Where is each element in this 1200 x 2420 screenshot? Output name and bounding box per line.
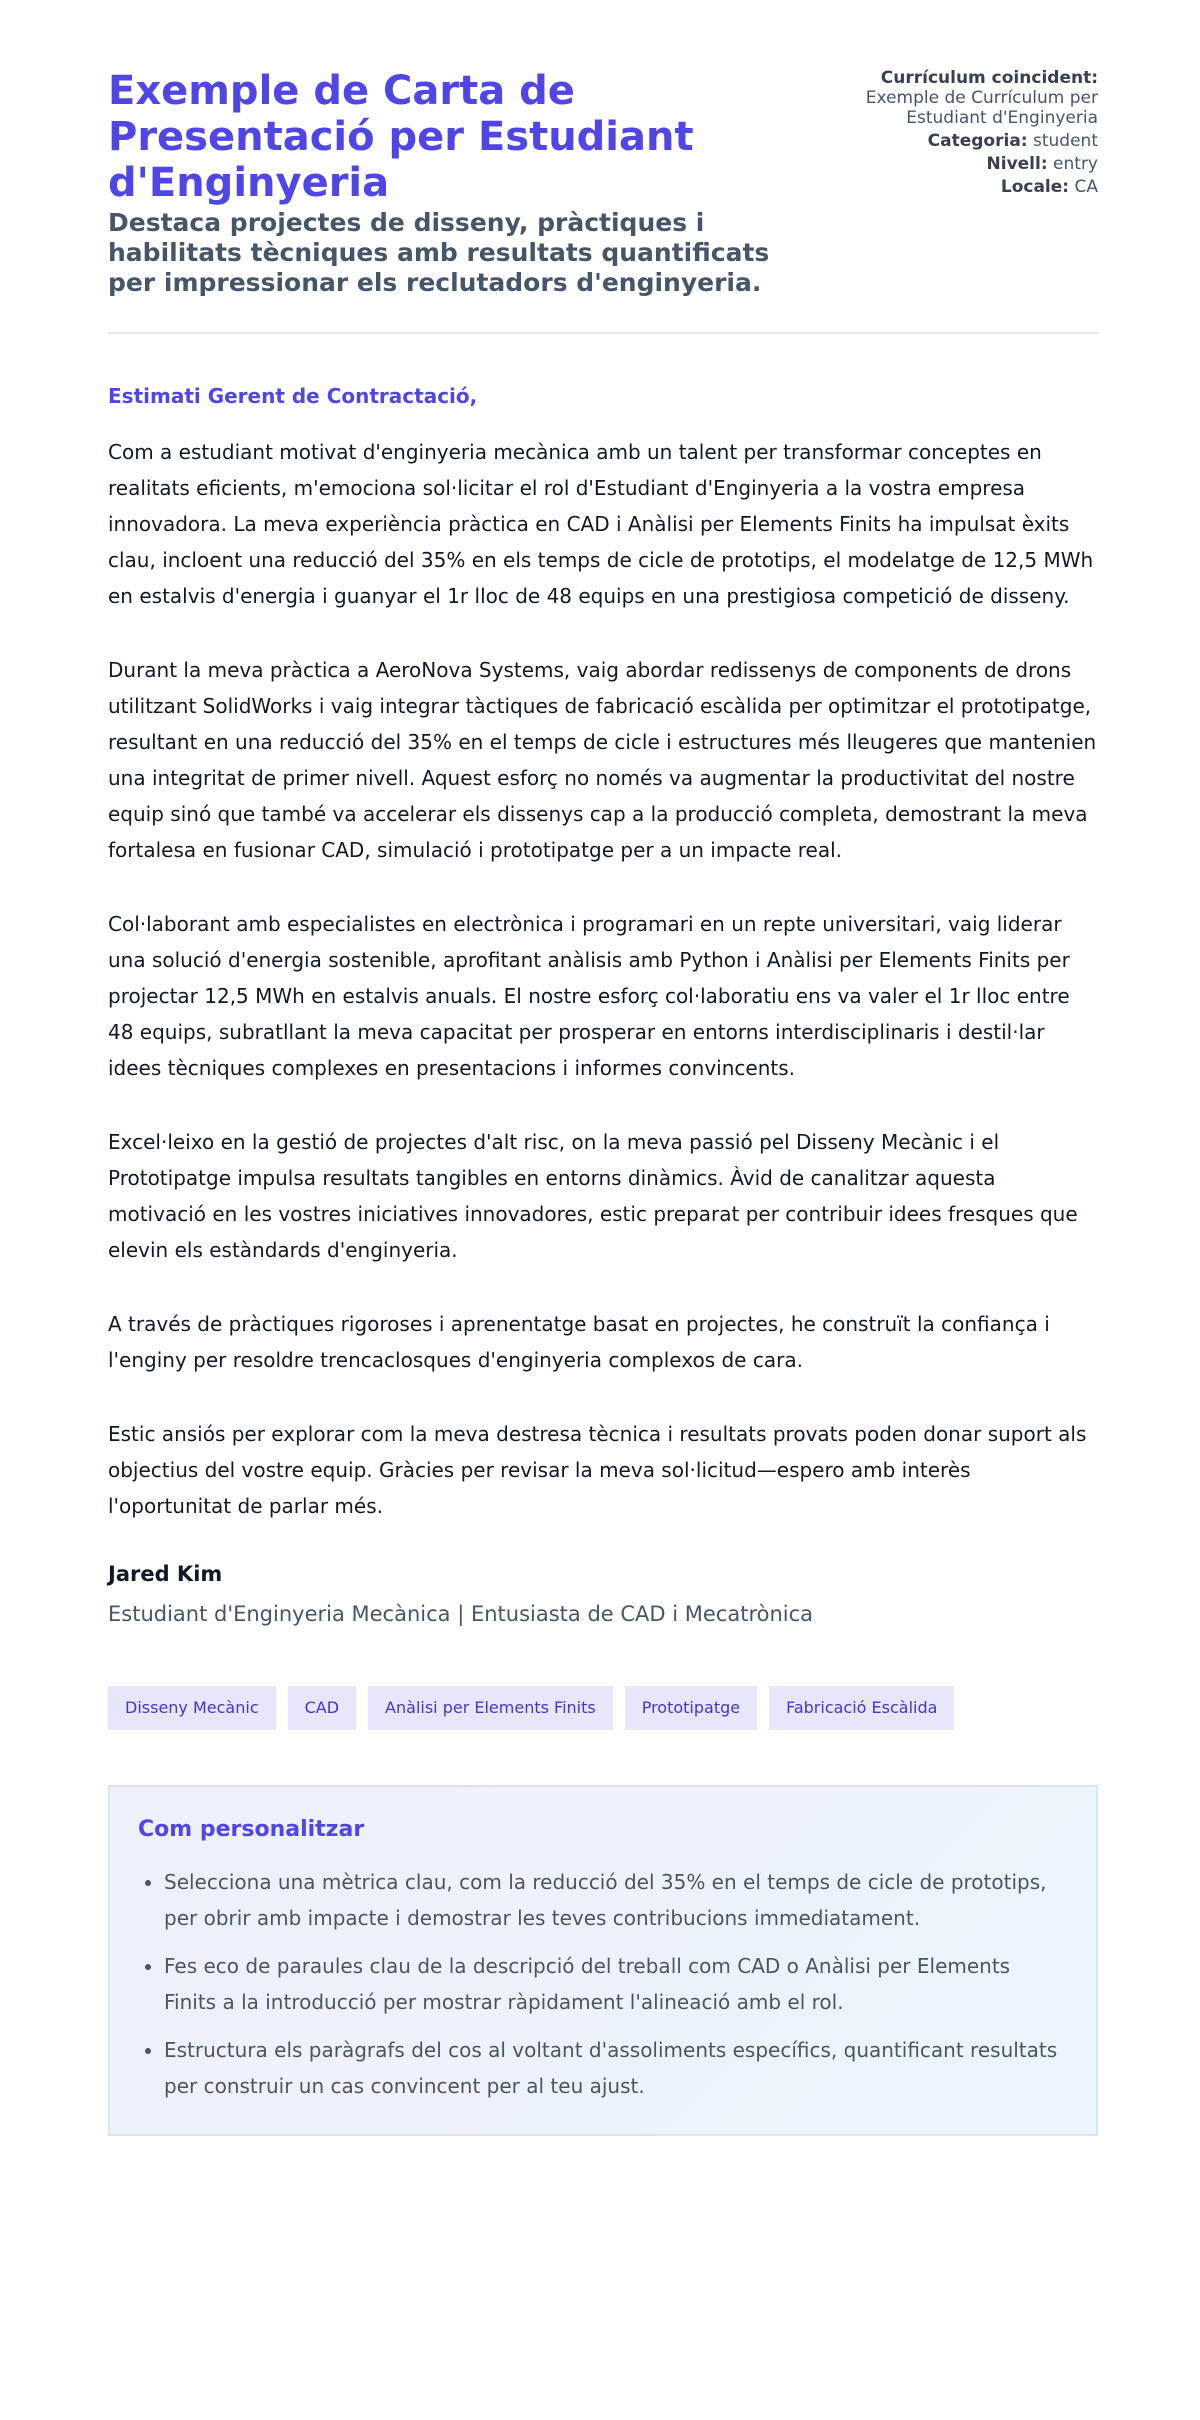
letter-paragraph: Col·laborant amb especialistes en electrònica i programari en un repte universitari, vaig liderar una solució d'energia sostenible, aprofitant anàlisis amb Python i Anàlisi per Elements Finits per projectar 12,5 MWh en estalvis anuals. El nostre esforç col·laboratiu ens va valer el 1r lloc entre 48 equips, subratllant la meva capacitat per prosperar en entorns interdisciplinaris i destil·lar idees tècniques complexes en presentacions i informes convincents. [108, 912, 1070, 1080]
tip-item: • Selecciona una mètrica clau, com la reducció del 35% en el temps de cicle de prototips, per obrir amb impacte i demostrar les teves contribucions immediatament. [164, 1864, 1068, 1936]
letter-paragraph: Excel·leixo en la gestió de projectes d'alt risc, on la meva passió pel Disseny Mecànic i el Prototipatge impulsa resultats tangibles en entorns dinàmics. Àvid de canalitzar aquesta motivació en les vostres iniciatives innovadores, estic preparat per contribuir idees fresques que elevin els estàndards d'enginyeria. [108, 1130, 1078, 1262]
letter-paragraph: Durant la meva pràctica a AeroNova Systems, vaig abordar redissenys de components de drons utilitzant SolidWorks i vaig integrar tàctiques de fabricació escàlida per optimitzar el prototipatge, resultant en una reducció del 35% en el temps de cicle i estructures més lleugeres que mantenien una integritat de primer nivell. Aquest esforç no només va augmentar la productivitat del nostre equip sinó que també va accelerar els dissenys cap a la producció completa, demostrant la meva fortalesa en fusionar CAD, simulació i prototipatge per a un impacte real. [108, 658, 1097, 862]
signature-name: Jared Kim [108, 1562, 223, 1586]
meta-label: Currículum coincident: [880, 68, 1098, 88]
letter-paragraph: A través de pràctiques rigoroses i aprenentatge basat en projectes, he construït la confiança i l'enginy per resoldre trencaclosques d'enginyeria complexos de cara. [108, 1312, 1050, 1372]
page-header [108, 68, 1098, 334]
meta-label: Categoria: [927, 131, 1028, 151]
header-titles [108, 68, 808, 298]
skill-tag[interactable]: Fabricació Escàlida [769, 1686, 954, 1730]
tip-item: • Fes eco de paraules clau de la descripció del treball com CAD o Anàlisi per Elements Finits a la introducció per mostrar ràpidament l'alineació amb el rol. [164, 1948, 1068, 2020]
meta-value: CA [1074, 177, 1098, 197]
skill-tag[interactable]: Disseny Mecànic [108, 1686, 276, 1730]
meta-value: entry [1053, 154, 1098, 174]
meta-label: Nivell: [986, 154, 1048, 174]
tips-title: Com personalitzar [138, 1817, 365, 1842]
meta-panel [838, 68, 1098, 200]
skill-tag[interactable]: CAD [288, 1686, 356, 1730]
customization-tips [108, 1785, 1098, 2136]
meta-value: student [1033, 131, 1098, 151]
skill-tag[interactable]: Anàlisi per Elements Finits [368, 1686, 613, 1730]
skill-tag[interactable]: Prototipatge [625, 1686, 757, 1730]
meta-matching-resume [838, 68, 1098, 128]
tip-item: • Estructura els paràgrafs del cos al voltant d'assoliments específics, quantificant resultats per construir un cas convincent per al teu ajust. [164, 2032, 1068, 2104]
matching-resume-link[interactable]: Exemple de Currículum per Estudiant d'Enginyeria [865, 88, 1098, 128]
meta-locale [838, 177, 1098, 197]
meta-label: Locale: [1000, 177, 1070, 197]
signature [108, 1562, 1098, 1626]
meta-category [838, 131, 1098, 151]
tips-list [138, 1864, 1068, 2104]
letter-paragraph: Estic ansiós per explorar com la meva destresa tècnica i resultats provats poden donar suport als objectius del vostre equip. Gràcies per revisar la meva sol·licitud—espero amb interès l'oportunitat de parlar més. [108, 1422, 1087, 1518]
salutation: Estimati Gerent de Contractació, [108, 384, 478, 408]
meta-level [838, 154, 1098, 174]
page-title: Exemple de Carta de Presentació per Estudiant d'Enginyeria [108, 68, 694, 206]
letter-body [108, 384, 1098, 1626]
signature-role: Estudiant d'Enginyeria Mecànica | Entusiasta de CAD i Mecatrònica [108, 1602, 814, 1626]
letter-paragraph: Com a estudiant motivat d'enginyeria mecànica amb un talent per transformar conceptes en realitats eficients, m'emociona sol·licitar el rol d'Estudiant d'Enginyeria a la vostra empresa innovadora. La meva experiència pràctica en CAD i Anàlisi per Elements Finits ha impulsat èxits clau, incloent una reducció del 35% en els temps de cicle de prototips, el modelatge de 12,5 MWh en estalvis d'energia i guanyar el 1r lloc de 48 equips en una prestigiosa competició de disseny. [108, 440, 1094, 608]
skill-tags [108, 1686, 1098, 1730]
page-subtitle: Destaca projectes de disseny, pràctiques i habilitats tècniques amb resultats quantificats per impressionar els reclutadors d'enginyeria. [108, 208, 770, 297]
